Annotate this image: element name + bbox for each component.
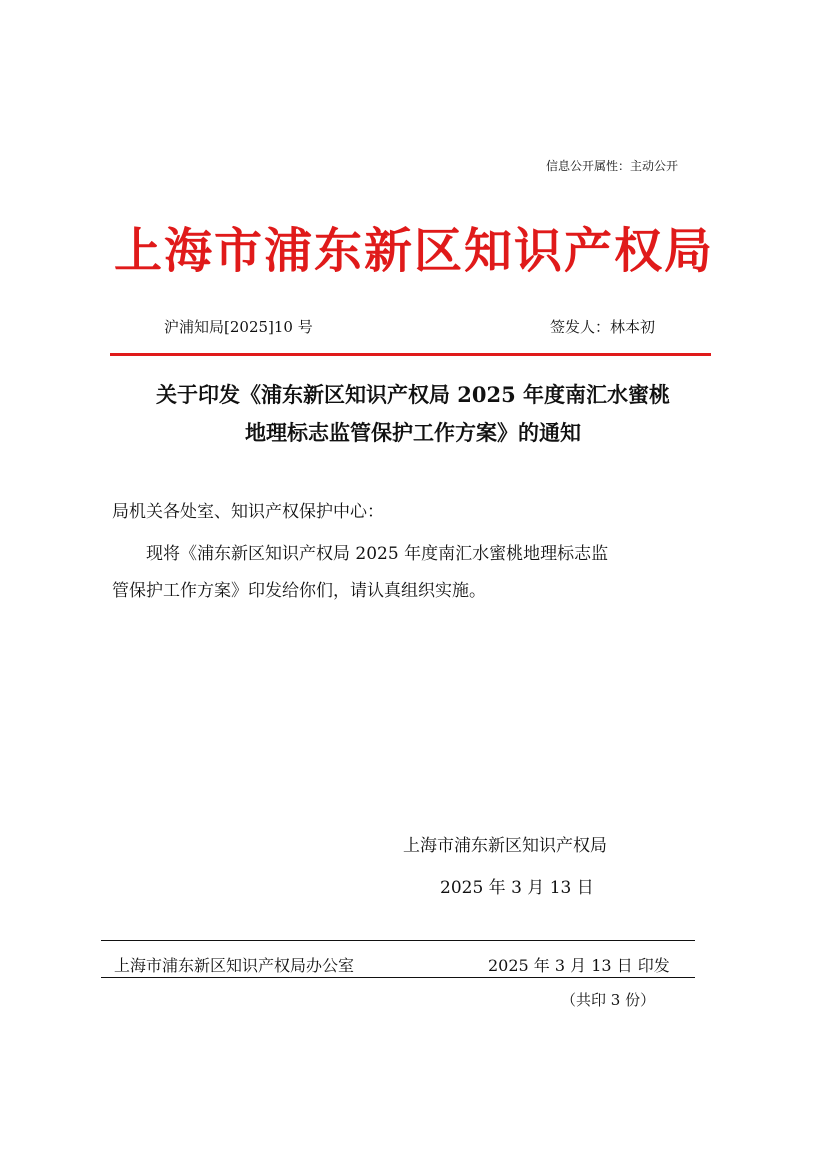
notice-title-line-1: 关于印发《浦东新区知识产权局 2025 年度南汇水蜜桃 [155, 382, 671, 407]
signature-date: 2025 年 3 月 13 日 [440, 878, 594, 898]
red-divider [110, 353, 711, 356]
recipient-line: 局机关各处室、知识产权保护中心： [112, 502, 384, 522]
notice-title-line-2: 地理标志监管保护工作方案》的通知 [245, 420, 581, 445]
disclosure-attribute: 信息公开属性：主动公开 [545, 159, 678, 173]
document-number: 沪浦知局[2025]10 号 [164, 318, 313, 336]
signer: 签发人：林本初 [550, 318, 656, 336]
notice-body-line-1: 现将《浦东新区知识产权局 2025 年度南汇水蜜桃地理标志监 [146, 544, 609, 564]
notice-body [112, 536, 718, 610]
footer-top-rule [101, 940, 695, 941]
footer-issue-date: 2025 年 3 月 13 日 印发 [488, 956, 670, 975]
copies-count: （共印 3 份） [561, 991, 656, 1009]
footer-issuing-office: 上海市浦东新区知识产权局办公室 [114, 956, 355, 975]
notice-body-line-2: 管保护工作方案》印发给你们，请认真组织实施。 [112, 581, 486, 601]
footer-bottom-rule [101, 977, 695, 978]
agency-title: 上海市浦东新区知识产权局 [113, 223, 714, 279]
signature-organization: 上海市浦东新区知识产权局 [403, 836, 607, 856]
notice-title [100, 376, 726, 452]
